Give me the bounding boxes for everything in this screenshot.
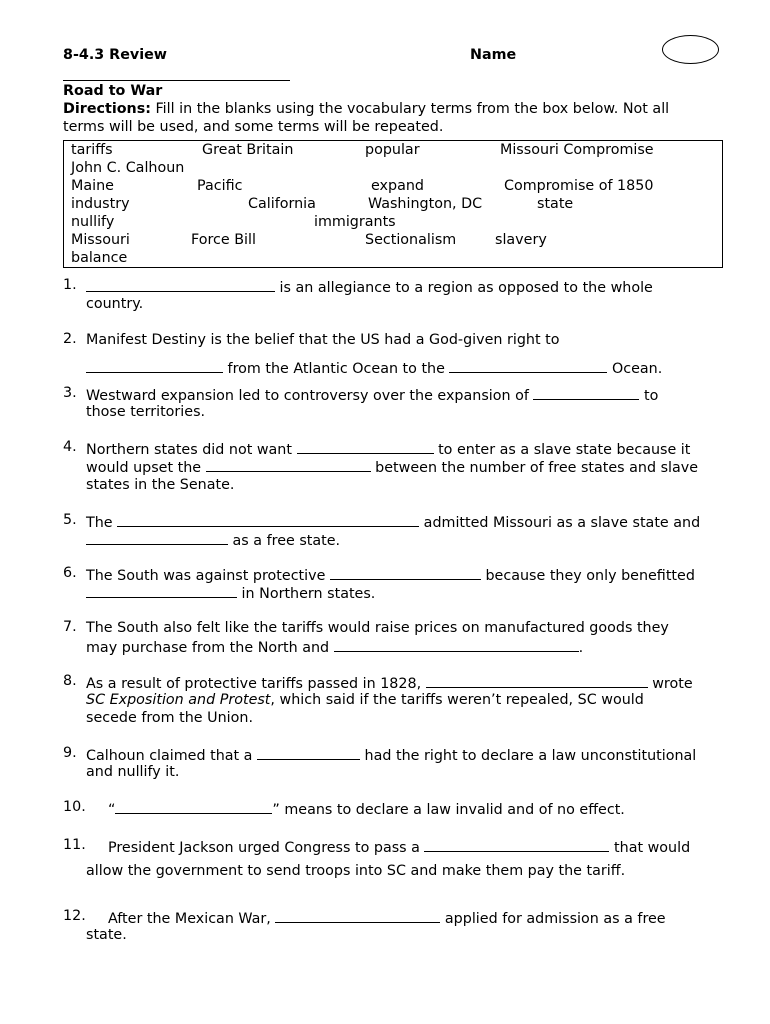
question-text: to [639, 388, 659, 404]
question-text: that would [609, 840, 691, 856]
word-bank-term: industry [71, 196, 130, 212]
question-text: Ocean. [607, 361, 663, 377]
question-1-line1 [86, 277, 653, 297]
word-bank-term: tariffs [71, 142, 113, 158]
question-2-line1: Manifest Destiny is the belief that the US had a God-given right to [86, 332, 560, 348]
word-bank-term: nullify [71, 214, 115, 230]
question-text: to enter as a slave state because it [433, 442, 691, 458]
question-text: admitted Missouri as a slave state and [419, 515, 701, 531]
word-bank-term: Compromise of 1850 [504, 178, 654, 194]
question-9-line1 [86, 745, 696, 765]
answer-blank-7[interactable] [334, 637, 579, 652]
question-text: After the Mexican War, [108, 911, 276, 927]
question-4-line2 [86, 457, 698, 477]
question-number: 11. [63, 837, 86, 853]
question-number: 10. [63, 799, 86, 815]
question-8-line3: secede from the Union. [86, 710, 253, 726]
question-7-line1: The South also felt like the tariffs would raise prices on manufactured goods they [86, 620, 669, 636]
answer-blank-5a[interactable] [117, 512, 419, 527]
question-number: 2. [63, 331, 77, 347]
question-7-line2 [86, 637, 583, 657]
question-3-line2: those territories. [86, 404, 206, 420]
question-text: in Northern states. [237, 586, 376, 602]
question-11-line1 [108, 837, 690, 857]
question-text: applied for admission as a free [440, 911, 666, 927]
question-5-line1 [86, 512, 700, 532]
question-number: 4. [63, 439, 77, 455]
question-text: The South was against protective [86, 568, 330, 584]
question-1-line2: country. [86, 296, 144, 312]
question-number: 6. [63, 565, 77, 581]
question-text: Westward expansion led to controversy over the expansion of [86, 388, 534, 404]
question-4-line1 [86, 439, 690, 459]
answer-blank-9[interactable] [257, 745, 360, 760]
question-11-line2: allow the government to send troops into SC and make them pay the tariff. [86, 863, 626, 879]
question-text: had the right to declare a law unconstitutional [359, 748, 697, 764]
question-text: because they only benefitted [480, 568, 695, 584]
worksheet-code: 8-4.3 Review [63, 47, 168, 63]
title-rule [63, 80, 290, 81]
name-label: Name [470, 47, 517, 63]
question-number: 7. [63, 619, 77, 635]
question-number: 3. [63, 385, 77, 401]
question-4-line3: states in the Senate. [86, 477, 235, 493]
directions-text: Fill in the blanks using the vocabulary terms from the box below. Not all [150, 101, 670, 117]
answer-blank-4a[interactable] [297, 439, 434, 454]
question-number: 12. [63, 908, 86, 924]
question-number: 5. [63, 512, 77, 528]
answer-blank-6a[interactable] [330, 565, 481, 580]
question-text: is an allegiance to a region as opposed to the whole [275, 280, 653, 296]
document-title-italic: SC Exposition and Protest [86, 692, 271, 708]
word-bank-term: Pacific [197, 178, 243, 194]
word-bank [63, 140, 723, 268]
directions-line2: terms will be used, and some terms will be repeated. [63, 119, 444, 135]
question-number: 8. [63, 673, 77, 689]
question-text: ” means to declare a law invalid and of no effect. [272, 802, 625, 818]
score-oval [662, 35, 719, 64]
word-bank-term: popular [365, 142, 420, 158]
question-text: may purchase from the North and [86, 640, 334, 656]
question-text: As a result of protective tariffs passed in 1828, [86, 676, 426, 692]
question-8-line1 [86, 673, 693, 693]
question-text: Calhoun claimed that a [86, 748, 257, 764]
answer-blank-5b[interactable] [86, 530, 228, 545]
question-text: would upset the [86, 460, 206, 476]
answer-blank-4b[interactable] [206, 457, 371, 472]
question-text: between the number of free states and slave [370, 460, 699, 476]
question-8-line2 [86, 691, 644, 709]
question-text: wrote [647, 676, 693, 692]
question-10-line1 [108, 799, 625, 819]
question-2-line2 [86, 358, 662, 378]
word-bank-term: Missouri Compromise [500, 142, 654, 158]
word-bank-term: balance [71, 250, 128, 266]
word-bank-term: Force Bill [191, 232, 256, 248]
question-12-line1 [108, 908, 666, 928]
word-bank-term: slavery [495, 232, 547, 248]
answer-blank-11[interactable] [424, 837, 609, 852]
question-text: from the Atlantic Ocean to the [223, 361, 450, 377]
word-bank-term: Great Britain [202, 142, 294, 158]
question-5-line2 [86, 530, 340, 550]
word-bank-term: Maine [71, 178, 114, 194]
question-number: 9. [63, 745, 77, 761]
question-3-line1 [86, 385, 658, 405]
word-bank-term: Sectionalism [365, 232, 457, 248]
page-title: Road to War [63, 83, 163, 99]
answer-blank-1[interactable] [86, 277, 275, 292]
answer-blank-12[interactable] [275, 908, 440, 923]
answer-blank-2b[interactable] [449, 358, 607, 373]
question-text: . [578, 640, 584, 656]
answer-blank-6b[interactable] [86, 583, 237, 598]
question-12-line2: state. [86, 927, 127, 943]
question-text: The [86, 515, 118, 531]
word-bank-term: California [248, 196, 316, 212]
question-text: , which said if the tariffs weren’t repealed, SC would [270, 692, 644, 708]
directions-line1 [63, 101, 669, 117]
question-number: 1. [63, 277, 77, 293]
word-bank-term: expand [371, 178, 424, 194]
question-9-line2: and nullify it. [86, 764, 180, 780]
word-bank-term: Missouri [71, 232, 130, 248]
answer-blank-3[interactable] [533, 385, 639, 400]
question-6-line1 [86, 565, 695, 585]
question-6-line2 [86, 583, 375, 603]
word-bank-term: state [537, 196, 574, 212]
question-text: “ [108, 802, 116, 818]
answer-blank-2a[interactable] [86, 358, 223, 373]
question-text: Northern states did not want [86, 442, 297, 458]
directions-label: Directions: [63, 101, 151, 117]
question-text: as a free state. [228, 533, 341, 549]
question-text: President Jackson urged Congress to pass a [108, 840, 425, 856]
answer-blank-10[interactable] [115, 799, 272, 814]
word-bank-term: Washington, DC [368, 196, 483, 212]
word-bank-term: immigrants [314, 214, 396, 230]
word-bank-term: John C. Calhoun [71, 160, 185, 176]
answer-blank-8[interactable] [426, 673, 648, 688]
